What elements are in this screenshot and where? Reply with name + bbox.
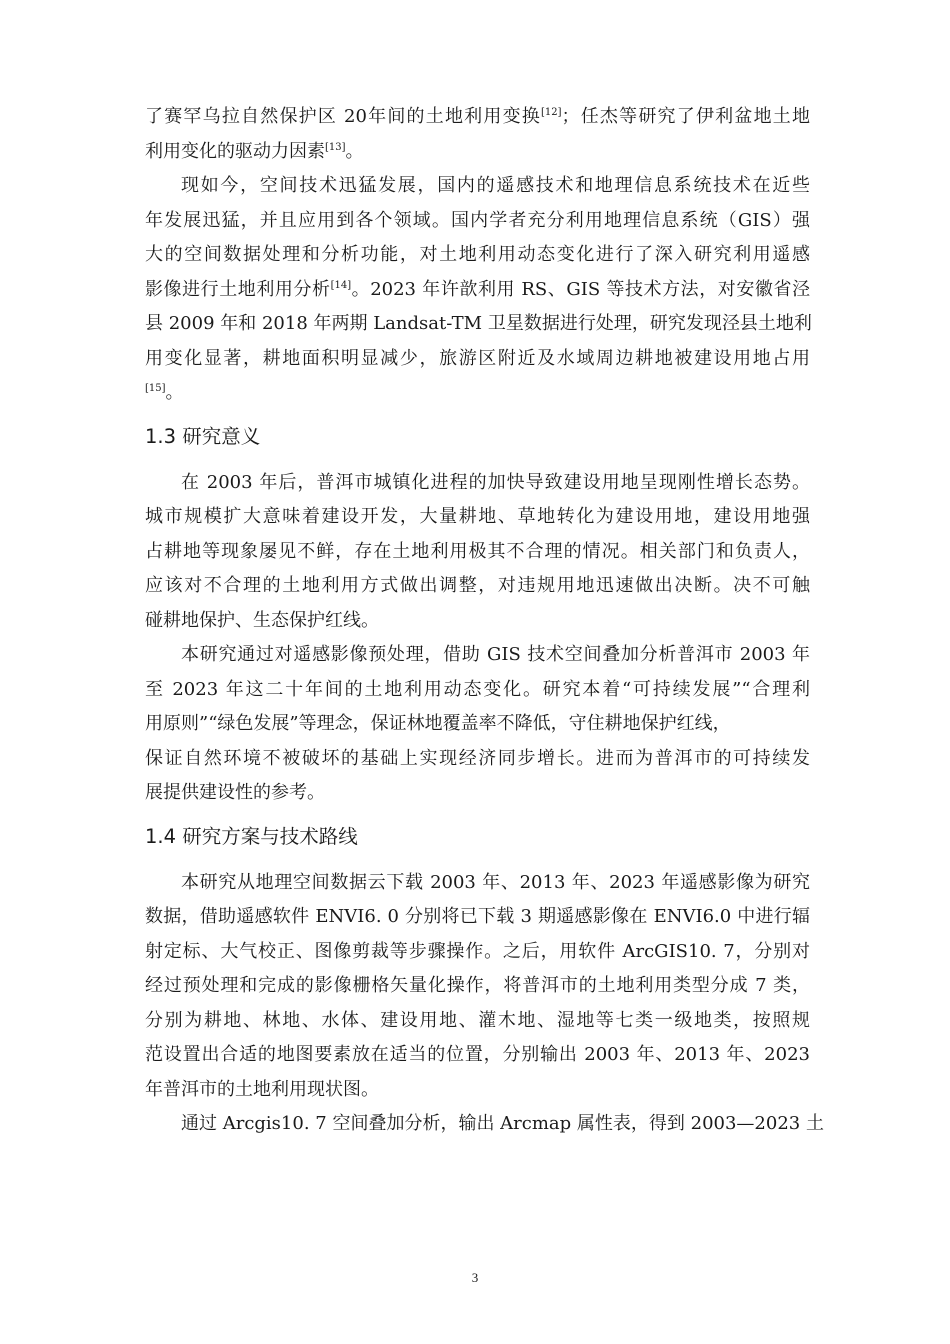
text-line: 范设置出合适的地图要素放在适当的位置，分别输出 2003 年、2013 年、2023: [145, 1044, 810, 1065]
text-line: 碰耕地保护、生态保护红线。: [145, 609, 379, 631]
text-line: 年普洱市的土地利用现状图。: [145, 1078, 379, 1100]
text-line: 县 2009 年和 2018 年两期 Landsat-TM 卫星数据进行处理，研究发现泾县土地利: [145, 313, 812, 334]
text-line: 用变化显著，耕地面积明显减少，旅游区附近及水域周边耕地被建设用地占用: [145, 347, 810, 369]
page-number: 3: [471, 1270, 479, 1285]
text-line: 利用变化的驱动力因素[13]。: [145, 140, 364, 162]
text-line: 至 2023 年这二十年间的土地利用动态变化。研究本着“可持续发展”“合理利: [145, 678, 810, 700]
paragraph-3: [145, 466, 810, 639]
text-line: 大的空间数据处理和分析功能，对土地利用动态变化进行了深入研究利用遥感: [145, 244, 810, 265]
citation: [12]: [540, 107, 562, 118]
text-line: 分别为耕地、林地、水体、建设用地、灌木地、湿地等七类一级地类，按照规: [145, 1009, 810, 1031]
section-heading-1-3: 1.3 研究意义: [145, 424, 261, 448]
text-line: 城市规模扩大意味着建设开发，大量耕地、草地转化为建设用地，建设用地强: [145, 506, 810, 527]
text-line: 在 2003 年后，普洱市城镇化进程的加快导致建设用地呈现刚性增长态势。: [181, 471, 810, 493]
text-line: 了赛罕乌拉自然保护区 20年间的土地利用变换[12]；任杰等研究了伊利盆地土地: [145, 106, 811, 127]
paragraph-1: [145, 100, 810, 169]
citation: [13]: [325, 141, 346, 153]
text-line: 本研究通过对遥感影像预处理，借助 GIS 技术空间叠加分析普洱市 2003 年: [181, 644, 810, 665]
paragraph-5: [145, 866, 810, 1108]
text-line: 年发展迅猛，并且应用到各个领域。国内学者充分利用地理信息系统（GIS）强: [145, 209, 810, 231]
text-line: 影像进行土地利用分析[14]。2023 年许歆利用 RS、GIS 等技术方法，对安徽省泾: [145, 278, 810, 300]
text-line: 本研究从地理空间数据云下载 2003 年、2013 年、2023 年遥感影像为研究: [181, 871, 810, 893]
text-line: 展提供建设性的参考。: [145, 782, 325, 803]
paragraph-2: [145, 169, 810, 411]
text-line: 保证自然环境不被破坏的基础上实现经济同步增长。进而为普洱市的可持续发: [145, 747, 810, 769]
text-line: 经过预处理和完成的影像栅格矢量化操作，将普洱市的土地利用类型分成 7 类，: [145, 975, 810, 996]
text-line: 通过 Arcgis10. 7 空间叠加分析，输出 Arcmap 属性表，得到 2003—2023 土: [181, 1113, 824, 1134]
text-line: [15]。: [145, 382, 184, 403]
citation: [14]: [330, 279, 352, 291]
section-heading-1-4: 1.4 研究方案与技术路线: [145, 824, 358, 848]
text-line: 应该对不合理的土地利用方式做出调整，对违规用地迅速做出决断。决不可触: [145, 575, 810, 596]
paragraph-6: [145, 1107, 824, 1142]
text-line: 射定标、大气校正、图像剪裁等步骤操作。之后，用软件 ArcGIS10. 7，分别对: [145, 940, 810, 962]
text-line: 现如今，空间技术迅猛发展，国内的遥感技术和地理信息系统技术在近些: [181, 175, 810, 196]
page-body: [145, 100, 824, 1142]
text-line: 占耕地等现象屡见不鲜，存在土地利用极其不合理的情况。相关部门和负责人，: [145, 540, 810, 562]
citation: [15]: [145, 383, 166, 394]
text-line: 用原则”“绿色发展”等理念，保证林地覆盖率不降低，守住耕地保护红线，: [145, 713, 731, 734]
paragraph-4: [145, 638, 810, 811]
text-line: 数据，借助遥感软件 ENVI6. 0 分别将已下载 3 期遥感影像在 ENVI6.0 中进行辐: [145, 906, 810, 927]
